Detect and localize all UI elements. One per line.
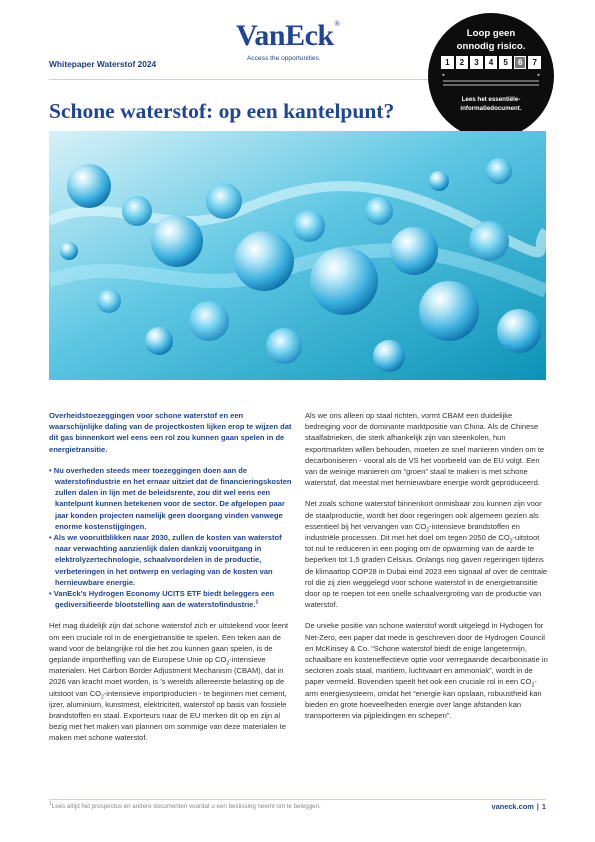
footnote-mark: 1 bbox=[49, 800, 52, 807]
body-text: -intensieve importproducten - te beginnen met cement, ijzer, aluminium, kunstmest, elektriciteit, waterstof op basis van fossiele brandstoffen en staal. Exporteurs naar de EU merken dit op en zijn al bezig met het maken van plannen om sommige van deze materialen te maken met schone waterstof. bbox=[49, 688, 287, 743]
body-text: -intensieve materialen. Het Carbon Border Adjustment Mechanism (CBAM), dat in 2026 van kracht moet worden, is ’s werelds allereerste belasting op de uitstoot van CO bbox=[49, 655, 285, 698]
risk-level-7: 7 bbox=[528, 56, 541, 69]
vaneck-logo[interactable] bbox=[236, 21, 366, 62]
key-point bbox=[49, 588, 293, 610]
water-droplets-illustration bbox=[49, 131, 546, 380]
risk-fine-print bbox=[443, 80, 539, 90]
body-text: Net zoals schone waterstof binnenkort onmisbaar zou kunnen zijn voor de staalproductie, wordt het door regeringen ook algemeen gezien als essentieel bij het vervangen van CO bbox=[305, 499, 542, 531]
co2-subscript: 2 bbox=[101, 694, 104, 701]
body-text: -uitstoot tot nul te reduceren in een poging om de opwarming van de aarde te beperken tot 1,5 graden Celsius. Onlangs nog gaven regeringen tijdens de klimaattop COP28 in Dubai eind 2023 een signaal af over de centrale rol die zij zien weggelegd voor schone waterstof in de energietransitie door op te roepen tot een snelle schaalvergroting van de productie van waterstof. bbox=[305, 533, 548, 610]
footer-separator: | bbox=[536, 802, 539, 811]
risk-level-4: 4 bbox=[485, 56, 498, 69]
document-type-label: Whitepaper Waterstof 2024 bbox=[49, 59, 157, 69]
co2-subscript: 2 bbox=[531, 682, 535, 689]
site-link[interactable]: vaneck.com bbox=[491, 802, 534, 811]
key-points-list bbox=[49, 465, 293, 611]
body-paragraph bbox=[49, 620, 293, 743]
hero-image bbox=[49, 131, 546, 380]
risk-level-3: 3 bbox=[470, 56, 483, 69]
body-text: Het mag duidelijk zijn dat schone waterstof zich er uitstekend voor leent om een cruciale rol in de energietransitie te spelen. Een teken aan de wand voor de belangrijke rol die het zou kunnen gaan spelen, is de geplande importheffing van de Europese Unie op CO bbox=[49, 621, 289, 665]
body-paragraph bbox=[305, 498, 549, 610]
body-text: -intensieve brandstoffen en industriële processen. Dit met het doel om tegen 2050 de CO bbox=[305, 521, 520, 543]
risk-level-1: 1 bbox=[441, 56, 454, 69]
lead-paragraph: Overheidstoezeggingen voor schone waterstof en een waarschijnlijke daling van de projectkosten lijken erop te wijzen dat dit gas binnenkort wel eens een rol zou kunnen gaan spelen in de energietransitie. bbox=[49, 411, 292, 454]
risk-scale bbox=[441, 56, 541, 69]
left-column bbox=[49, 410, 293, 754]
body-paragraph: Als we ons alleen op staal richten, vormt CBAM een duidelijke bedreiging voor de dominante marktpositie van China. Als de Chinese staalfabrieken, die sterk afhankelijk zijn van steenkolen, hun exportmarkten willen behouden, moeten ze snel manieren vinden om te decarboniseren - vooral als de VS het voorbeeld van de EU volgt. Een van de weinige manieren om “groen” staal te maken is met schone waterstof, dat meestal met hernieuwbare energie wordt geproduceerd. bbox=[305, 411, 545, 488]
risk-heading-line1: Loop geen bbox=[466, 28, 516, 39]
footnote-text: Lees altijd het prospectus en andere documenten voordat u een beslissing neemt om te beleggen. bbox=[51, 803, 321, 810]
risk-kid-line2: informatiedocument. bbox=[460, 105, 522, 112]
risk-level-2: 2 bbox=[456, 56, 469, 69]
risk-kid-line1: Lees het essentiële- bbox=[461, 96, 521, 103]
right-column bbox=[305, 410, 549, 731]
body-text: -arm energiesysteem, omdat het “energie kan opslaan, robuustheid kan bieden en grote hoeveelheden energie over lange afstanden kan transporteren via pijpleidingen en schepen”. bbox=[305, 677, 542, 721]
risk-level-6: 6 bbox=[514, 56, 527, 69]
page-number: 1 bbox=[541, 802, 546, 811]
footer-divider bbox=[49, 799, 546, 800]
body-text: De unieke positie van schone waterstof wordt uitgelegd in Hydrogen for Net-Zero, een paper dat mede is geschreven door de Hydrogen Council en McKinsey & Co. “Schone waterstof biedt de enige langetermijn, schaalbare en kosteneffectieve optie voor verregaande decarbonisatie in sectoren zoals staal, maritiem, luchtvaart en ammoniak”, wordt in de paper vermeld. Bovendien speelt het ook een cruciale rol in een CO bbox=[305, 621, 548, 687]
body-paragraph bbox=[305, 620, 549, 721]
key-point: • Als we vooruitblikken naar 2030, zullen de kosten van waterstof naar verwachting aanzienlijk dalen dankzij vooruitgang in elektrolyzertechnologie, schaalvoordelen in de productie, verbeteringen in het ontwerp en verlaging van de kosten van hernieuwbare energie. bbox=[49, 532, 293, 588]
footer-site-page bbox=[491, 802, 546, 811]
co2-subscript: 2 bbox=[226, 660, 230, 667]
page-title: Schone waterstof: op een kantelpunt? bbox=[49, 99, 395, 123]
risk-heading-line2: onnodig risico. bbox=[456, 41, 526, 52]
co2-subscript: 2 bbox=[509, 538, 513, 545]
co2-subscript: 2 bbox=[426, 527, 430, 534]
logo-wordmark: VanEck bbox=[236, 19, 334, 52]
footnote bbox=[49, 800, 321, 810]
key-point: • Nu overheden steeds meer toezeggingen doen aan de waterstofindustrie en het ernaar uitziet dat de financieringskosten zullen dalen in lijn met de beleidsrente, zou dit wel eens een kantelpunt kunnen betekenen voor de sector. De afgelopen paar jaar konden projecten namelijk geen doorgang vinden vanwege enorme kostenstijgingen. bbox=[49, 465, 293, 532]
risk-scale-labels: ◄ ► bbox=[441, 72, 541, 77]
footnote-ref: 1 bbox=[255, 599, 259, 606]
risk-indicator-badge bbox=[428, 13, 554, 139]
logo-tagline: Access the opportunities. bbox=[247, 55, 321, 62]
risk-level-5: 5 bbox=[499, 56, 512, 69]
registered-mark: ® bbox=[334, 21, 340, 28]
key-point-text: VanEck’s Hydrogen Economy UCITS ETF biedt beleggers een gediversifieerde blootstelling aan de waterstofindustrie. bbox=[53, 589, 275, 610]
